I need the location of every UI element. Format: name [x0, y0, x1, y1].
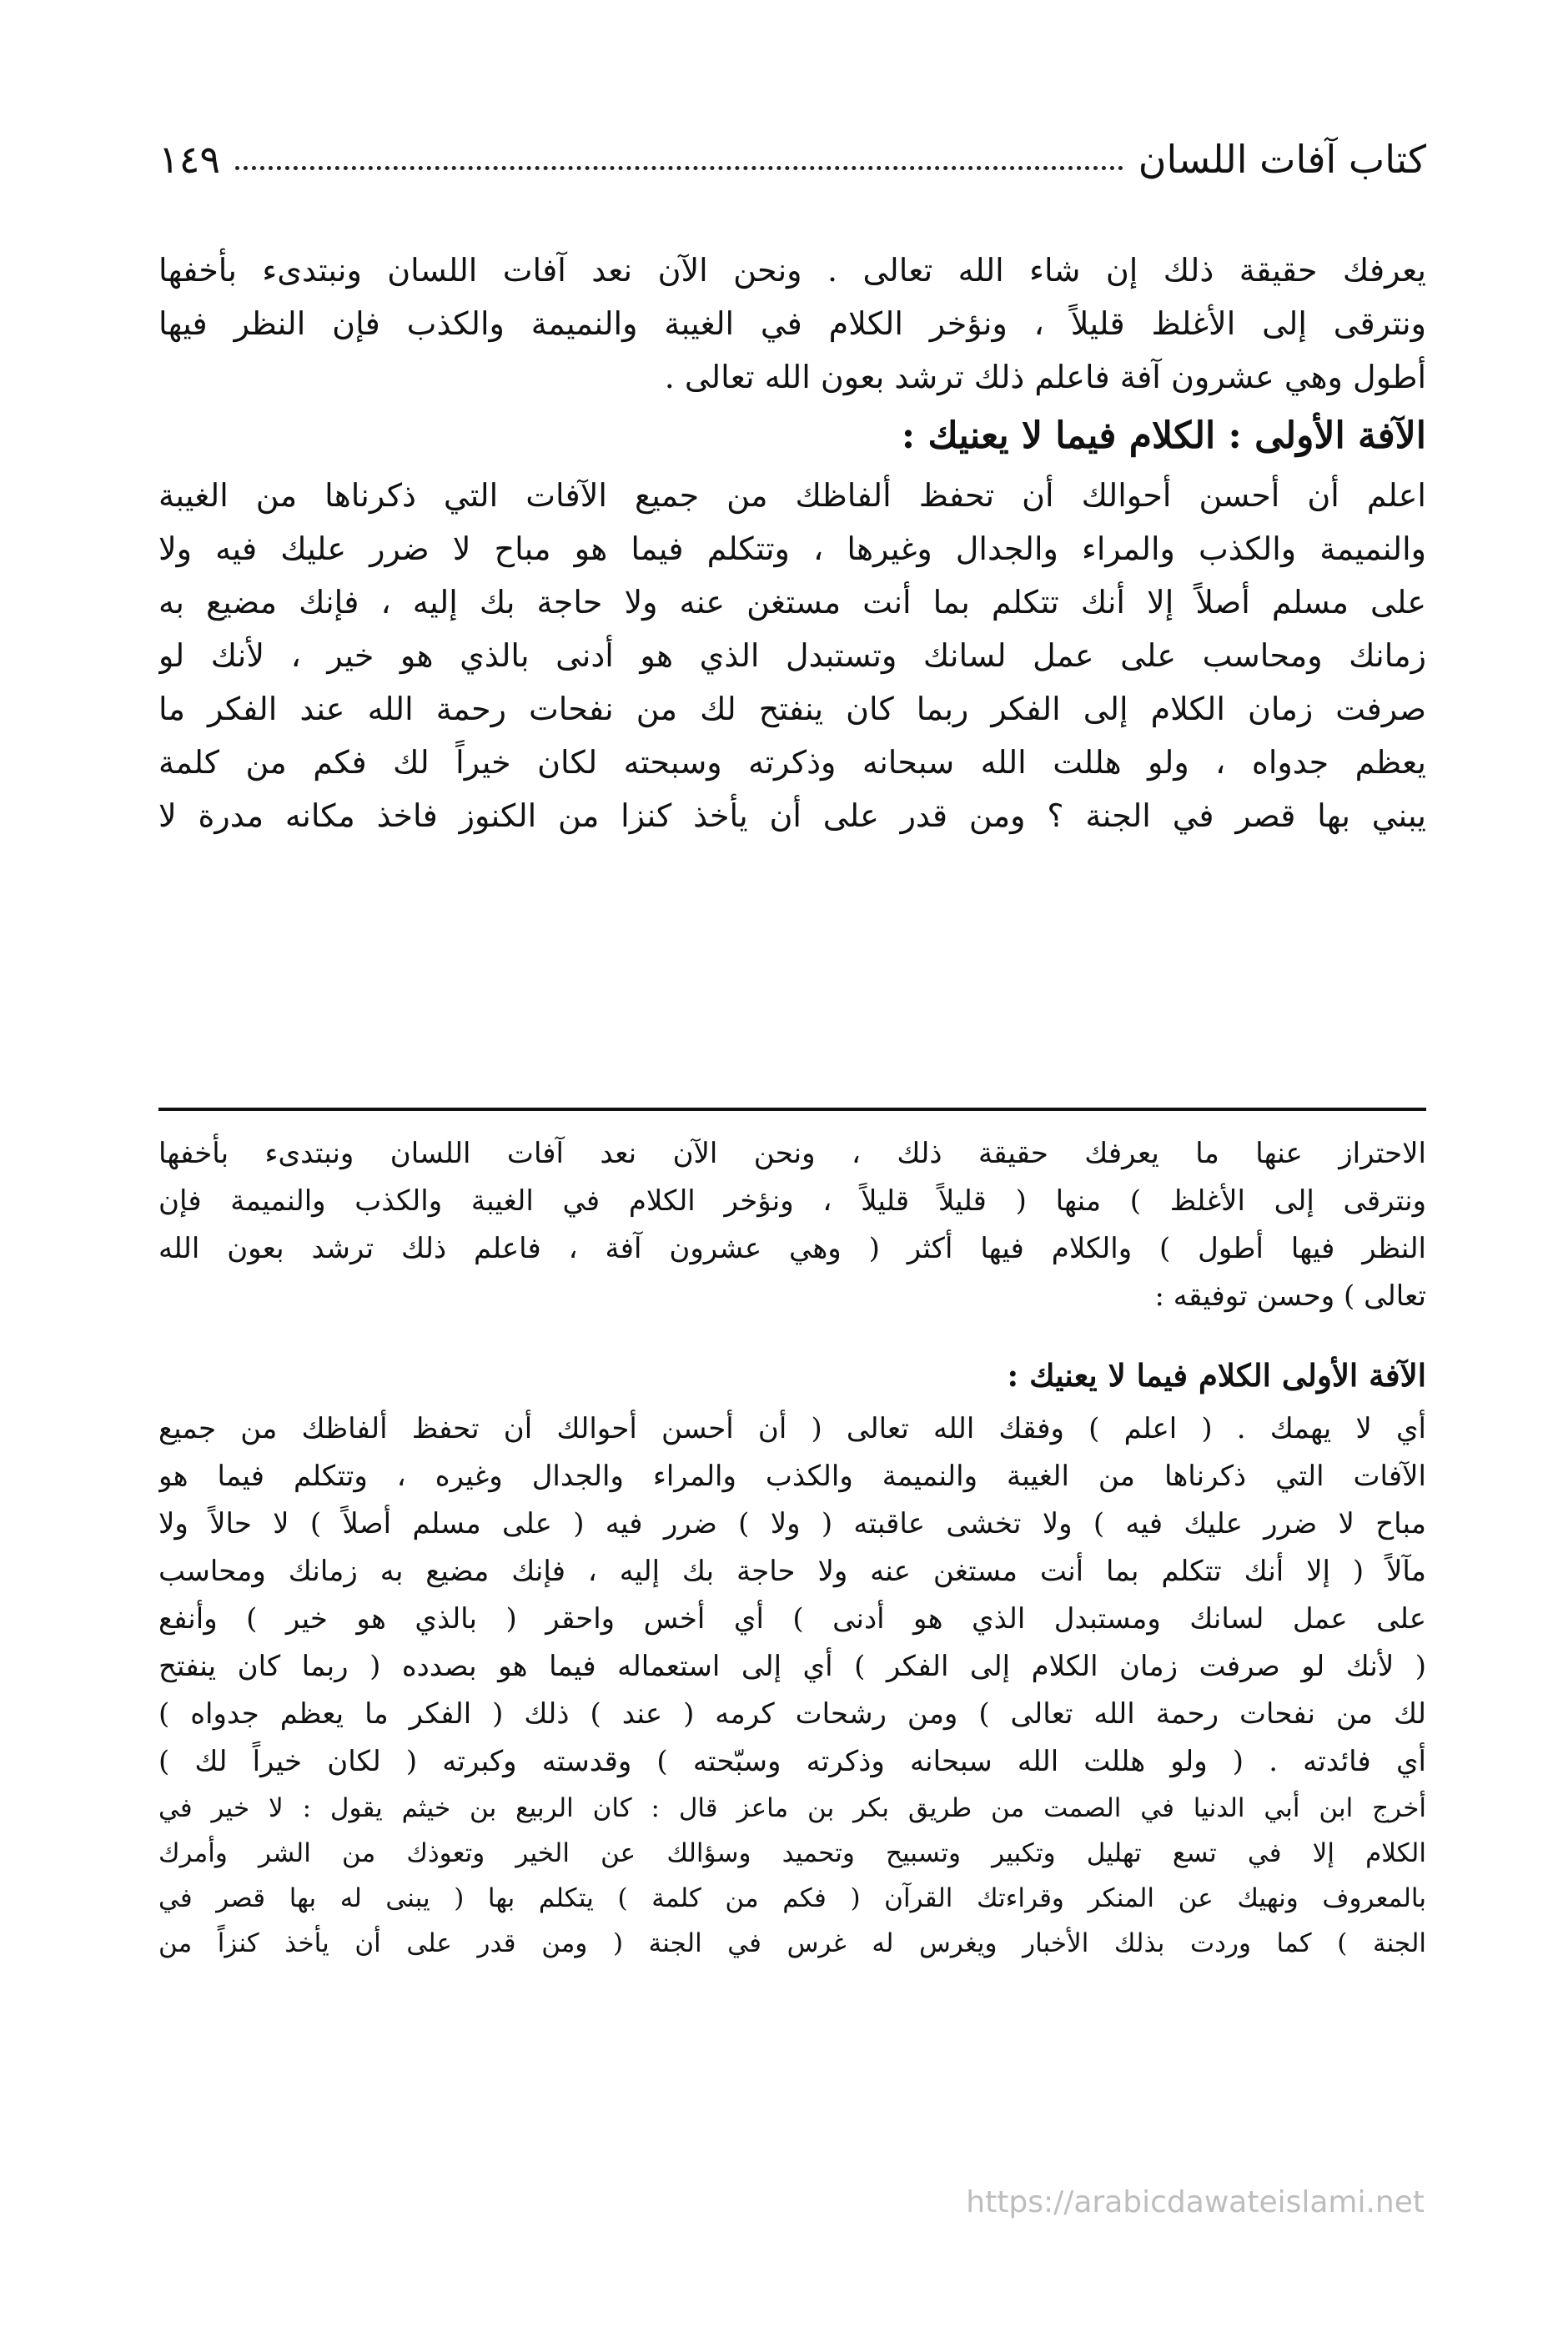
text-line: صرفت زمان الكلام إلى الفكر ربما كان ينفتح لك من نفحات رحمة الله عند الفكر ما	[158, 691, 1426, 727]
commentary-line: ونترقى إلى الأغلظ ) منها ( قليلاً قليلاً ، ونؤخر الكلام في الغيبة والكذب والنميمة فإن	[158, 1184, 1426, 1218]
commentary-text	[158, 1130, 1426, 1966]
commentary-line: النظر فيها أطول ) والكلام فيها أكثر ( وهي عشرون آفة ، فاعلم ذلك ترشد بعون الله	[158, 1232, 1426, 1265]
section-heading: الآفة الأولى : الكلام فيما لا يعنيك :	[901, 415, 1426, 457]
text-line: اعلم أن أحسن أحوالك أن تحفظ ألفاظك من جميع الآفات التي ذكرناها من الغيبة	[158, 477, 1426, 514]
commentary-line: بالمعروف ونهيك عن المنكر وقراءتك القرآن ( فكم من كلمة ) يتكلم بها ( يبنى له بها قصر في	[158, 1883, 1426, 1913]
running-header	[158, 115, 1426, 182]
separator-rule	[158, 1108, 1426, 1111]
page-number: ١٤٩	[158, 137, 221, 182]
commentary-line: ( لأنك لو صرفت زمان الكلام إلى الفكر ) أي إلى استعماله فيما هو بصدده ( ربما كان ينفتح	[158, 1650, 1426, 1683]
commentary-line: تعالى ) وحسن توفيقه :	[1154, 1279, 1426, 1313]
commentary-line: مباح لا ضرر عليك فيه ) ولا تخشى عاقبته ( ولا ) ضرر فيه ( على مسلم أصلاً ) لا حالاً ولا	[158, 1507, 1426, 1540]
text-line: يعظم جدواه ، ولو هللت الله سبحانه وذكرته وسبحته لكان خيراً لك فكم من كلمة	[158, 744, 1426, 781]
text-line: زمانك ومحاسب على عمل لسانك وتستبدل الذي هو أدنى بالذي هو خير ، لأنك لو	[158, 637, 1426, 674]
commentary-line: أخرج ابن أبي الدنيا في الصمت من طريق بكر بن ماعز قال : كان الربيع بن خيثم يقول : لا خير في	[158, 1793, 1426, 1823]
text-line: أطول وهي عشرون آفة فاعلم ذلك ترشد بعون الله تعالى .	[664, 359, 1426, 395]
commentary-line: الكلام إلا في تسع تهليل وتكبير وتسبيح وتحميد وسؤالك عن الخير وتعوذك من الشر وأمرك	[158, 1838, 1426, 1868]
spacer	[158, 1320, 1426, 1345]
commentary-heading: الآفة الأولى الكلام فيما لا يعنيك :	[1007, 1357, 1426, 1394]
text-line: ونترقى إلى الأغلظ قليلاً ، ونؤخر الكلام في الغيبة والنميمة والكذب فإن النظر فيها	[158, 305, 1426, 342]
commentary-line: أي فائدته . ( ولو هللت الله سبحانه وذكرته وسبّحته ) وقدسته وكبرته ( لكان خيراً لك )	[158, 1745, 1426, 1778]
book-title: كتاب آفات اللسان	[1138, 137, 1426, 182]
commentary-line: الآفات التي ذكرناها من الغيبة والنميمة والكذب والمراء والجدال وغيره ، وتتكلم فيما هو	[158, 1460, 1426, 1493]
commentary-line: على عمل لسانك ومستبدل الذي هو أدنى ) أي أخس واحقر ( بالذي هو خير ) وأنفع	[158, 1602, 1426, 1636]
text-line: يبني بها قصر في الجنة ؟ ومن قدر على أن يأخذ كنزا من الكنوز فاخذ مكانه مدرة لا	[158, 797, 1426, 834]
commentary-line: لك من نفحات رحمة الله تعالى ) ومن رشحات كرمه ( عند ) ذلك ( الفكر ما يعظم جدواه )	[158, 1697, 1426, 1731]
watermark-url: https://arabicdawateislami.net	[966, 2185, 1425, 2219]
text-line: والنميمة والكذب والمراء والجدال وغيرها ، وتتكلم فيما هو مباح لا ضرر عليك فيه ولا	[158, 530, 1426, 567]
commentary-line: الاحتراز عنها ما يعرفك حقيقة ذلك ، ونحن الآن نعد آفات اللسان ونبتدىء بأخفها	[158, 1137, 1426, 1170]
commentary-line: أي لا يهمك . ( اعلم ) وفقك الله تعالى ( أن أحسن أحوالك أن تحفظ ألفاظك من جميع	[158, 1412, 1426, 1445]
text-line: يعرفك حقيقة ذلك إن شاء الله تعالى . ونحن الآن نعد آفات اللسان ونبتدىء بأخفها	[158, 252, 1426, 289]
leader-dots	[235, 166, 1123, 170]
commentary-line: الجنة ) كما وردت بذلك الأخبار ويغرس له غرس في الجنة ( ومن قدر على أن يأخذ كنزاً من	[158, 1928, 1426, 1958]
main-text	[158, 244, 1426, 842]
text-line: على مسلم أصلاً إلا أنك تتكلم بما أنت مستغن عنه ولا حاجة بك إليه ، فإنك مضيع به	[158, 584, 1426, 621]
commentary-line: مآلاً ( إلا أنك تتكلم بما أنت مستغن عنه ولا حاجة بك إليه ، فإنك مضيع به زمانك ومحاسب	[158, 1555, 1426, 1588]
